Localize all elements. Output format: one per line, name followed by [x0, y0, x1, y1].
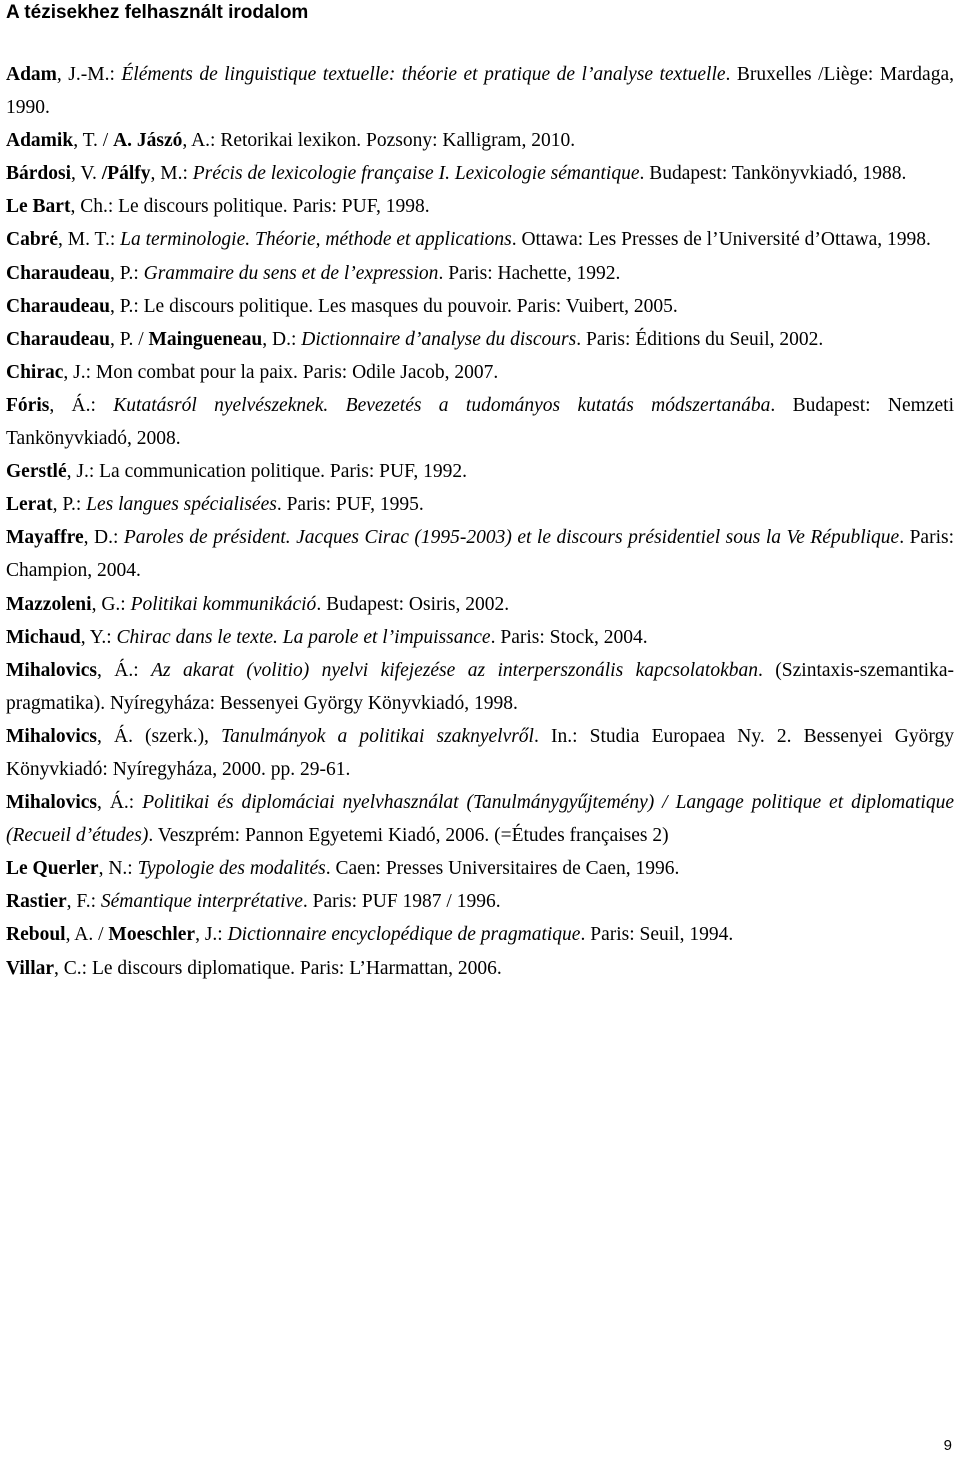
author-name: Fóris	[6, 394, 50, 416]
entry-text: , Y.:	[80, 626, 117, 648]
entry-text: . Paris: Stock, 2004.	[490, 626, 648, 648]
entry-text: , A. /	[65, 924, 109, 946]
bibliography-entry	[6, 389, 954, 455]
author-name: Gerstlé	[6, 461, 67, 483]
entry-text: , Á.:	[97, 659, 152, 681]
entry-text: . Paris: Champion, 2004.	[6, 527, 954, 582]
author-name: /Pálfy	[101, 163, 151, 185]
entry-text: . Budapest: Tankönyvkiadó, 1988.	[639, 163, 907, 185]
entry-text: , Á. (szerk.),	[97, 725, 222, 747]
entry-text: . In.: Studia Europaea Ny. 2. Bessenyei György Könyvkiadó: Nyíregyháza, 2000. pp. 29-61.	[6, 725, 954, 780]
entry-text: , G.:	[91, 593, 131, 615]
bibliography-entry	[6, 952, 954, 985]
bibliography-entry	[6, 720, 954, 786]
entry-text: . Budapest: Nemzeti Tankönyvkiadó, 2008.	[6, 394, 954, 450]
entry-text: . Paris: Hachette, 1992.	[438, 262, 621, 284]
bibliography-entry	[6, 488, 954, 521]
entry-text: , A.: Retorikai lexikon. Pozsony: Kalligram, 2010.	[182, 130, 576, 152]
entry-text: , M.:	[150, 163, 193, 185]
author-name: Mayaffre	[6, 527, 84, 549]
author-name: Michaud	[6, 626, 81, 648]
entry-text: , N.:	[98, 858, 138, 880]
author-name: Adam	[6, 64, 57, 85]
entry-text: , C.: Le discours diplomatique. Paris: L’Harmattan, 2006.	[54, 957, 502, 979]
work-title: Politikai és diplomáciai nyelvhasználat (Tanulmánygyűjtemény) / Langage politique et diplomatique (Recueil d’études)	[6, 792, 955, 847]
work-title: Dictionnaire encyclopédique de pragmatique	[227, 924, 581, 946]
author-name: Le Bart	[6, 196, 71, 218]
entry-text: , J.: Mon combat pour la paix. Paris: Odile Jacob, 2007.	[63, 361, 499, 383]
entry-text: , P.:	[110, 262, 144, 284]
author-name: Charaudeau	[6, 328, 111, 350]
author-name: Charaudeau	[6, 262, 111, 284]
entry-text: . Ottawa: Les Presses de l’Université d’Ottawa, 1998.	[511, 229, 931, 251]
entry-text: . Paris: PUF, 1995.	[276, 494, 424, 516]
author-name: Rastier	[6, 891, 67, 913]
work-title: Az akarat (volitio) nyelvi kifejezése az interperszonális kapcsolatokban	[151, 659, 758, 681]
bibliography-entry	[6, 521, 954, 587]
section-heading: A tézisekhez felhasznált irodalom	[6, 2, 309, 23]
entry-text: , F.:	[66, 891, 101, 913]
entry-text: . Bruxelles /Liège: Mardaga, 1990.	[6, 64, 954, 119]
author-name: Le Querler	[6, 858, 99, 880]
entry-text: . Paris: Seuil, 1994.	[580, 924, 734, 946]
work-title: La terminologie. Théorie, méthode et applications	[120, 229, 512, 251]
entry-text: , J.: La communication politique. Paris: PUF, 1992.	[66, 461, 467, 483]
entry-text: , M. T.:	[58, 229, 121, 251]
author-name: Villar	[6, 957, 55, 979]
author-name: Lerat	[6, 494, 53, 516]
entry-text: . Veszprém: Pannon Egyetemi Kiadó, 2006. (=Études françaises 2)	[148, 825, 669, 847]
entry-text: . Paris: PUF 1987 / 1996.	[302, 891, 501, 913]
work-title: Précis de lexicologie française I. Lexicologie sémantique	[192, 163, 640, 185]
bibliography-entry	[6, 885, 954, 918]
entry-text: , P.: Le discours politique. Les masques du pouvoir. Paris: Vuibert, 2005.	[110, 295, 678, 317]
entry-text: , Ch.: Le discours politique. Paris: PUF, 1998.	[70, 196, 430, 218]
bibliography-entry	[6, 290, 954, 323]
entry-text: , J.-M.:	[56, 64, 122, 85]
work-title: Les langues spécialisées	[86, 494, 277, 516]
entry-text: , P.:	[52, 494, 87, 516]
author-name: Maingueneau	[148, 328, 263, 350]
bibliography-entry	[6, 58, 954, 124]
bibliography-entry	[6, 223, 954, 256]
bibliography-entry	[6, 918, 954, 951]
work-title: Sémantique interprétative	[100, 891, 303, 913]
work-title: Dictionnaire d’analyse du discours	[301, 328, 577, 350]
bibliography-entry	[6, 356, 954, 389]
page-number: 9	[943, 1437, 952, 1454]
work-title: Politikai kommunikáció	[130, 593, 317, 615]
author-name: Mazzoleni	[6, 593, 92, 615]
work-title: Typologie des modalités	[137, 858, 326, 880]
bibliography-entry	[6, 588, 954, 621]
entry-text: , V.	[71, 163, 102, 185]
author-name: Reboul	[6, 924, 66, 946]
bibliography-entry	[6, 323, 954, 356]
author-name: Mihalovics	[6, 659, 97, 681]
entry-text: , J.:	[195, 924, 228, 946]
bibliography-entry	[6, 124, 954, 157]
entry-text: , D.:	[83, 527, 124, 549]
author-name: Chirac	[6, 361, 64, 383]
entry-text: , P. /	[110, 328, 149, 350]
entry-text: , Á.:	[97, 792, 143, 814]
work-title: Kutatásról nyelvészeknek. Bevezetés a tudományos kutatás módszertanába	[113, 394, 771, 416]
author-name: Charaudeau	[6, 295, 111, 317]
bibliography-entry	[6, 455, 954, 488]
bibliography-entry	[6, 654, 954, 720]
work-title: Éléments de linguistique textuelle: théorie et pratique de l’analyse textuelle	[121, 64, 726, 85]
entry-text: . Budapest: Osiris, 2002.	[316, 593, 510, 615]
entry-text: , Á.:	[49, 394, 114, 416]
author-name: Mihalovics	[6, 725, 97, 747]
work-title: Tanulmányok a politikai szaknyelvről	[221, 725, 534, 747]
entry-text: . Paris: Éditions du Seuil, 2002.	[576, 328, 824, 350]
author-name: A. Jászó	[113, 130, 183, 152]
bibliography-entry	[6, 190, 954, 223]
author-name: Moeschler	[108, 924, 196, 946]
bibliography-entry	[6, 257, 954, 290]
entry-text: . Caen: Presses Universitaires de Caen, 1996.	[325, 858, 680, 880]
bibliography-list	[6, 58, 954, 985]
work-title: Grammaire du sens et de l’expression	[143, 262, 439, 284]
bibliography-entry	[6, 157, 954, 190]
entry-text: , D.:	[262, 328, 302, 350]
work-title: Paroles de président. Jacques Cirac (1995-2003) et le discours présidentiel sous la Ve République	[123, 527, 900, 549]
author-name: Bárdosi	[6, 163, 72, 185]
bibliography-entry	[6, 852, 954, 885]
author-name: Adamik	[6, 130, 74, 152]
bibliography-entry	[6, 786, 954, 852]
author-name: Cabré	[6, 229, 58, 251]
author-name: Mihalovics	[6, 792, 97, 814]
entry-text: , T. /	[73, 130, 114, 152]
entry-text: . (Szintaxis-szemantika-pragmatika). Nyíregyháza: Bessenyei György Könyvkiadó, 1998.	[6, 659, 954, 714]
work-title: Chirac dans le texte. La parole et l’impuissance	[116, 626, 491, 648]
bibliography-entry	[6, 621, 954, 654]
